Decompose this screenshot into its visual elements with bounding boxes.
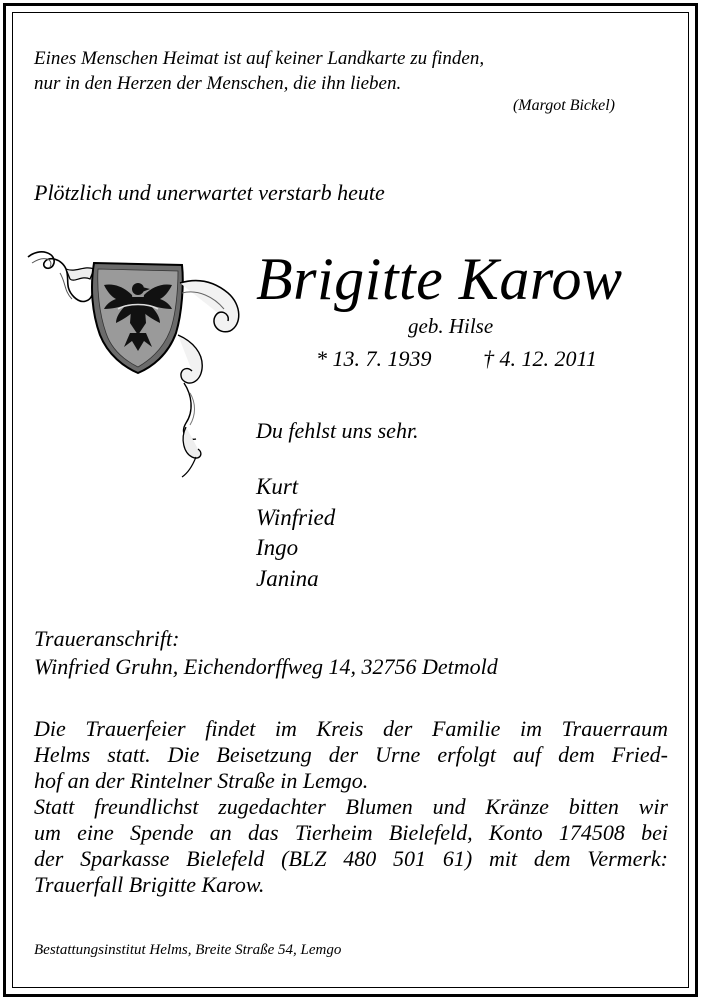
family-member: Janina	[256, 565, 319, 591]
coat-of-arms-icon	[20, 243, 248, 483]
funeral-details	[34, 716, 668, 898]
details-line: Trauerfall Brigitte Karow.	[34, 872, 265, 897]
details-line: um eine Spende an das Tierheim Bielefeld, Konto 174508 bei	[34, 820, 668, 845]
details-line: hof an der Rintelner Straße in Lemgo.	[34, 768, 369, 793]
address-label: Traueranschrift:	[34, 626, 180, 651]
quote-line-1: Eines Menschen Heimat ist auf keiner Landkarte zu finden,	[34, 48, 485, 69]
details-line: Statt freundlichst zugedachter Blumen und Kränze bitten wir	[34, 794, 668, 819]
family-member: Ingo	[256, 535, 299, 560]
quote-line-2: nur in den Herzen der Menschen, die ihn lieben.	[34, 73, 402, 94]
quote	[34, 46, 484, 96]
family-list	[256, 472, 335, 594]
deceased-name: Brigitte Karow	[256, 246, 623, 312]
details-line: Helms statt. Die Beisetzung der Urne erfolgt auf dem Fried-	[34, 742, 668, 767]
funeral-home-footer: Bestattungsinstitut Helms, Breite Straße 54, Lemgo	[34, 942, 342, 958]
details-line: Die Trauerfeier findet im Kreis der Familie im Trauerraum	[34, 716, 668, 741]
address-text: Winfried Gruhn, Eichendorffweg 14, 32756 Detmold	[34, 654, 498, 679]
family-member: Kurt	[256, 474, 299, 499]
quote-author: (Margot Bickel)	[512, 97, 615, 114]
death-date: † 4. 12. 2011	[483, 346, 597, 371]
born-name: geb. Hilse	[408, 314, 494, 338]
family-member: Winfried	[256, 504, 336, 530]
farewell-message: Du fehlst uns sehr.	[256, 418, 419, 443]
birth-date: * 13. 7. 1939	[316, 346, 432, 371]
intro-text: Plötzlich und unerwartet verstarb heute	[34, 180, 385, 205]
details-line: der Sparkasse Bielefeld (BLZ 480 501 61) mit dem Vermerk:	[34, 846, 668, 871]
